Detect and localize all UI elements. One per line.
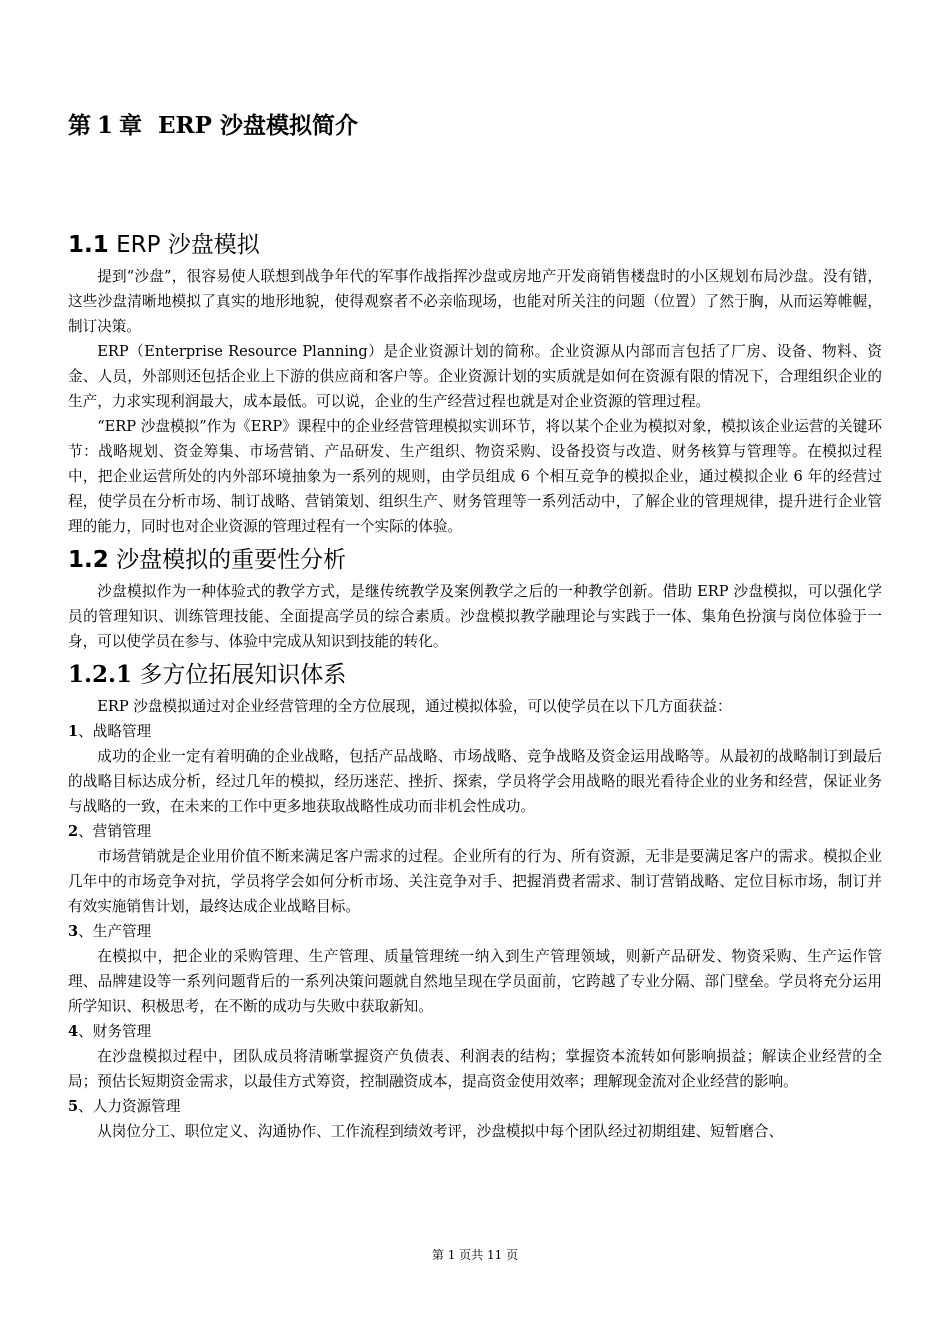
section-number: 1.1 [68,232,109,258]
page-footer [0,1246,950,1264]
section-title: ERP 沙盘模拟 [116,232,260,258]
section-heading-1-2 [68,541,882,579]
section-title: 沙盘模拟的重要性分析 [116,547,347,573]
chapter-suffix: 章 [119,112,143,139]
document-body [68,226,882,1144]
subsection-number: 1.2.1 [68,661,133,688]
paragraph: ERP（Enterprise Resource Planning）是企业资源计划的简称。企业资源从内部而言包括了厂房、设备、物料、资金、人员，外部则还包括企业上下游的供应商和客户等。企业资源计划的实质就是如何在资源有限的情况下，合理组织企业的生产，力求实现利润最大，成本最低。可以说，企业的生产经营过程也就是对企业资源的管理过程。 [68,343,882,410]
list-item-heading: 4、财务管理 [68,1023,152,1040]
paragraph: 沙盘模拟作为一种体验式的教学方式，是继传统教学及案例教学之后的一种教学创新。借助 ERP 沙盘模拟，可以强化学员的管理知识、训练管理技能、全面提高学员的综合素质。沙盘模拟教学融理论与实践于一体、集角色扮演与岗位体验于一身，可以使学员在参与、体验中完成从知识到技能的转化。 [68,583,882,650]
list-item-heading: 5、人力资源管理 [68,1098,181,1115]
list-item-heading: 2、营销管理 [68,823,152,840]
subsection-title: 多方位拓展知识体系 [139,662,347,688]
subsection-intro: ERP 沙盘模拟通过对企业经营管理的全方位展现，通过模拟体验，可以使学员在以下几方面获益： [97,698,732,715]
chapter-number: 1 [97,112,114,139]
list-item-heading: 1、战略管理 [68,723,152,740]
list-item-text: 在模拟中，把企业的采购管理、生产管理、质量管理统一纳入到生产管理领域，则新产品研发、物资采购、生产运作管理、品牌建设等一系列问题背后的一系列决策问题就自然地呈现在学员面前，它跨越了专业分隔、部门壁垒。学员将充分运用所学知识、积极思考，在不断的成功与失败中获取新知。 [68,948,882,1015]
chapter-title-text: ERP 沙盘模拟简介 [158,112,358,139]
chapter-prefix: 第 [68,112,91,139]
page-number: 第 1 页共 11 页 [431,1248,519,1262]
list-item-text: 市场营销就是企业用价值不断来满足客户需求的过程。企业所有的行为、所有资源，无非是要满足客户的需求。模拟企业几年中的市场竞争对抗，学员将学会如何分析市场、关注竞争对手、把握消费者需求、制订营销战略、定位目标市场，制订并有效实施销售计划，最终达成企业战略目标。 [68,848,882,915]
section-heading-1-1 [68,226,882,264]
list-item-text: 在沙盘模拟过程中，团队成员将清晰掌握资产负债表、利润表的结构；掌握资本流转如何影响损益；解读企业经营的全局；预估长短期资金需求，以最佳方式筹资，控制融资成本，提高资金使用效率；理解现金流对企业经营的影响。 [68,1048,882,1090]
list-item-heading: 3、生产管理 [68,923,152,940]
list-item-text: 成功的企业一定有着明确的企业战略，包括产品战略、市场战略、竞争战略及资金运用战略等。从最初的战略制订到最后的战略目标达成分析，经过几年的模拟，经历迷茫、挫折、探索，学员将学会用战略的眼光看待企业的业务和经营，保证业务与战略的一致，在未来的工作中更多地获取战略性成功而非机会性成功。 [68,748,882,815]
list-item-text: 从岗位分工、职位定义、沟通协作、工作流程到绩效考评，沙盘模拟中每个团队经过初期组建、短暂磨合、 [97,1123,784,1140]
paragraph: 提到“沙盘”，很容易使人联想到战争年代的军事作战指挥沙盘或房地产开发商销售楼盘时的小区规划布局沙盘。没有错，这些沙盘清晰地模拟了真实的地形地貌，使得观察者不必亲临现场，也能对所关注的问题（位置）了然于胸，从而运筹帷幄，制订决策。 [68,268,882,335]
chapter-title [68,110,358,142]
subsection-heading-1-2-1 [68,656,882,694]
paragraph: “ERP 沙盘模拟”作为《ERP》课程中的企业经营管理模拟实训环节，将以某个企业为模拟对象，模拟该企业运营的关键环节：战略规划、资金筹集、市场营销、产品研发、生产组织、物资采购、设备投资与改造、财务核算与管理等。在模拟过程中，把企业运营所处的内外部环境抽象为一系列的规则，由学员组成 6 个相互竞争的模拟企业，通过模拟企业 6 年的经营过程，使学员在分析市场、制订战略、营销策划、组织生产、财务管理等一系列活动中，了解企业的管理规律，提升进行企业管理的能力，同时也对企业资源的管理过程有一个实际的体验。 [68,418,882,535]
section-number: 1.2 [68,547,109,573]
